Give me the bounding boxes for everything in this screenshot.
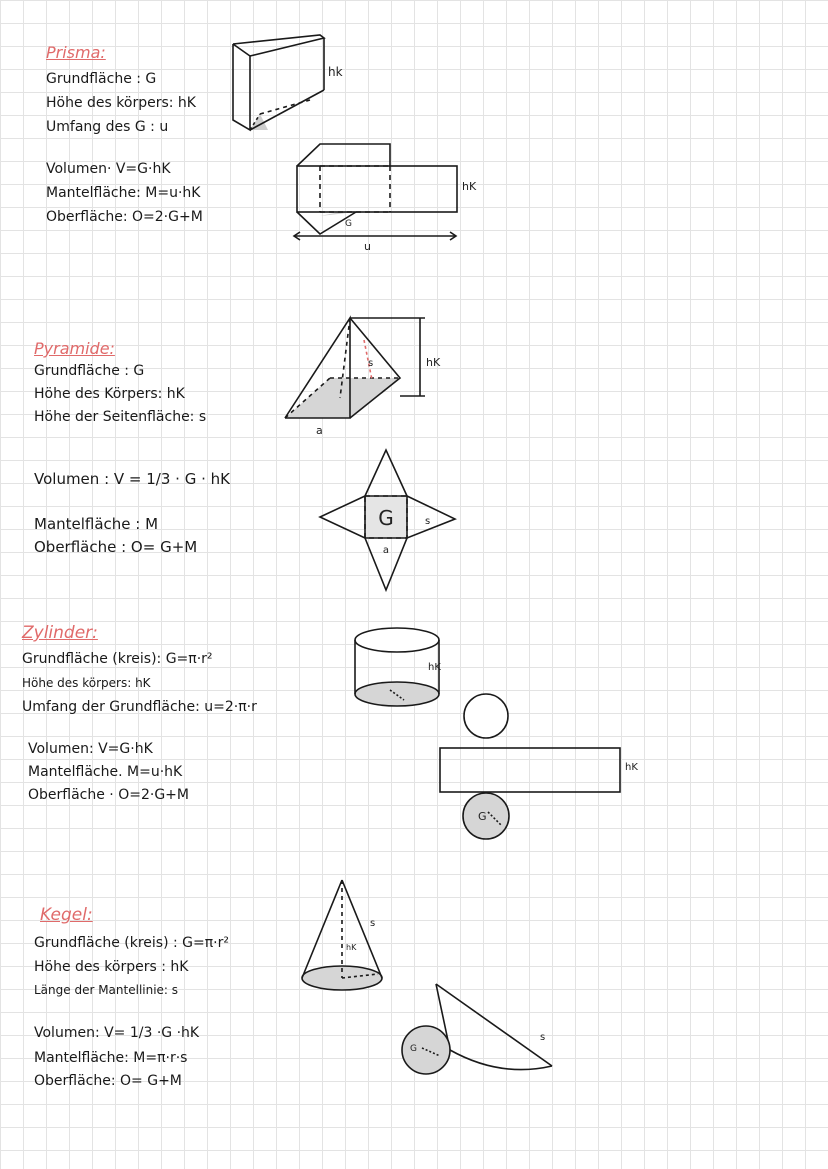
kegel-heading: Kegel:: [40, 905, 93, 925]
kegel-formula-volume: Volumen: V= 1/3 ·G ·hK: [34, 1025, 200, 1041]
pyramide-figures: [270, 300, 490, 600]
zylinder-net-g-label: G: [478, 810, 487, 823]
pyramide-line-1: Grundfläche : G: [34, 363, 145, 379]
prisma-line-3: Umfang des G : u: [46, 119, 169, 135]
kegel-net-g-label: G: [410, 1044, 417, 1054]
kegel-formula-mantel: Mantelfläche: M=π·r·s: [34, 1050, 188, 1066]
zylinder-3d-drawing: [355, 628, 439, 706]
zylinder-net-drawing: [440, 694, 620, 839]
prisma-3d-drawing: [233, 35, 324, 130]
pyramide-formula-mantel: Mantelfläche : M: [34, 515, 159, 533]
prisma-net-hk-label: hK: [462, 180, 477, 193]
prisma-g-label: G: [345, 219, 352, 229]
prisma-u-label: u: [364, 240, 371, 253]
kegel-line-1: Grundfläche (kreis) : G=π·r²: [34, 935, 229, 951]
kegel-hk-label: hK: [346, 943, 357, 952]
pyramide-line-3: Höhe der Seitenfläche: s: [34, 409, 207, 425]
prisma-heading: Prisma:: [46, 43, 106, 62]
zylinder-line-3: Umfang der Grundfläche: u=2·π·r: [22, 699, 257, 715]
kegel-formula-oberflaeche: Oberfläche: O= G+M: [34, 1073, 182, 1089]
prisma-line-2: Höhe des körpers: hK: [46, 95, 196, 111]
prisma-figures: [220, 30, 490, 260]
prisma-net-drawing: [294, 144, 457, 240]
kegel-s-label: s: [370, 918, 376, 929]
zylinder-formula-mantel: Mantelfläche. M=u·hK: [28, 764, 183, 780]
pyramide-s-label: s: [368, 358, 374, 369]
pyramide-line-2: Höhe des Körpers: hK: [34, 386, 185, 402]
zylinder-line-2: Höhe des körpers: hK: [22, 676, 151, 690]
kegel-line-2: Höhe des körpers : hK: [34, 959, 189, 975]
kegel-net-s-label: s: [540, 1032, 546, 1043]
pyramide-net-s-label: s: [425, 516, 431, 527]
pyramide-net-a-label: a: [382, 545, 390, 556]
zylinder-hk-label: hK: [428, 662, 441, 673]
prisma-formula-volume: Volumen· V=G·hK: [46, 161, 171, 177]
zylinder-net-hk-label: hK: [625, 762, 638, 773]
pyramide-formula-oberflaeche: Oberfläche : O= G+M: [34, 538, 198, 556]
zylinder-formula-oberflaeche: Oberfläche · O=2·G+M: [28, 787, 189, 803]
pyramide-heading: Pyramide:: [34, 339, 115, 358]
kegel-net-drawing: [402, 984, 552, 1074]
prisma-line-1: Grundfläche : G: [46, 71, 157, 87]
kegel-3d-drawing: [302, 880, 382, 990]
prisma-hk-label: hk: [328, 65, 343, 79]
prisma-formula-mantel: Mantelfläche: M=u·hK: [46, 185, 201, 201]
pyramide-formula-volume: Volumen : V = 1/3 · G · hK: [34, 470, 230, 488]
zylinder-figures: [340, 620, 670, 850]
pyramide-g-label: G: [378, 506, 394, 530]
kegel-figures: [290, 870, 570, 1090]
prisma-formula-oberflaeche: Oberfläche: O=2·G+M: [46, 209, 203, 225]
pyramide-3d-drawing: [285, 318, 425, 418]
kegel-line-3: Länge der Mantellinie: s: [34, 983, 179, 997]
zylinder-formula-volume: Volumen: V=G·hK: [28, 741, 153, 757]
zylinder-line-1: Grundfläche (kreis): G=π·r²: [22, 651, 213, 667]
zylinder-heading: Zylinder:: [22, 623, 98, 643]
pyramide-hk-label: hK: [426, 356, 441, 369]
pyramide-a-label: a: [316, 424, 323, 437]
